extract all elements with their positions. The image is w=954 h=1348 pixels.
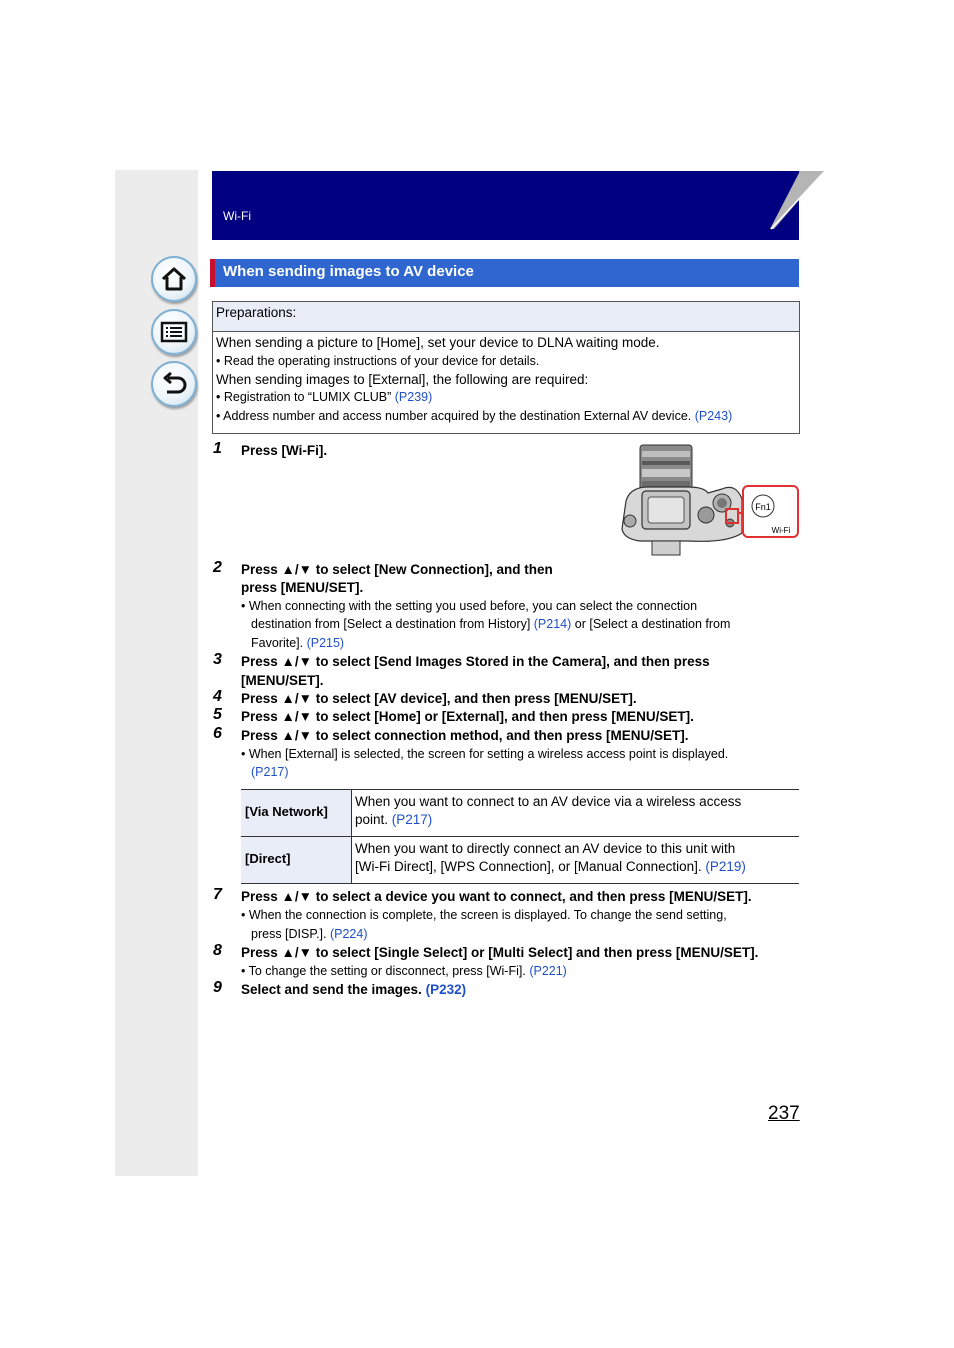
preparations-bullet-1: • Read the operating instructions of your device for details. — [216, 354, 540, 368]
table-bottom-border — [241, 883, 799, 884]
step-2-note-line-3: Favorite]. (P215) — [251, 636, 345, 650]
step-5-number: 5 — [213, 706, 222, 723]
direct-desc-line-1: When you want to directly connect an AV device to this unit with — [355, 841, 736, 856]
via-network-label: [Via Network] — [245, 804, 328, 819]
link-p215[interactable]: (P215) — [306, 636, 345, 650]
preparations-heading-bar — [213, 302, 799, 332]
preparations-line-2: When sending images to [External], the following are required: — [216, 372, 589, 387]
step-3-line-1: Press ▲/▼ to select [Send Images Stored in the Camera], and then press — [241, 654, 710, 669]
list-icon — [159, 317, 189, 347]
step-2-number: 2 — [213, 559, 222, 576]
step-7-note-line-2: press [DISP.]. (P224) — [251, 927, 368, 941]
step-4-number: 4 — [213, 688, 222, 705]
step-9-text: Select and send the images. (P232) — [241, 982, 467, 997]
step-8-note: • To change the setting or disconnect, press [Wi-Fi]. (P221) — [241, 964, 567, 978]
step-2-line-2: press [MENU/SET]. — [241, 580, 364, 595]
step-7-text: Press ▲/▼ to select a device you want to connect, and then press [MENU/SET]. — [241, 889, 752, 904]
preparations-line-1: When sending a picture to [Home], set your device to DLNA waiting mode. — [216, 335, 660, 350]
direct-label: [Direct] — [245, 851, 291, 866]
return-arrow-icon — [159, 369, 189, 399]
step-3-line-2: [MENU/SET]. — [241, 673, 324, 688]
contents-button[interactable] — [151, 309, 197, 355]
step-3-number: 3 — [213, 651, 222, 668]
preparations-heading: Preparations: — [216, 305, 297, 320]
step-7-number: 7 — [213, 886, 222, 903]
header-banner — [212, 171, 799, 240]
wifi-label: Wi-Fi — [771, 526, 791, 535]
step-6-text: Press ▲/▼ to select connection method, and then press [MENU/SET]. — [241, 728, 689, 743]
header-corner-decoration — [770, 171, 826, 241]
back-button[interactable] — [151, 361, 197, 407]
preparations-bullet-3: • Address number and access number acquired by the destination External AV device. (P243) — [216, 409, 733, 423]
fn1-label: Fn1 — [755, 502, 771, 512]
link-p217-note[interactable]: (P217) — [251, 765, 289, 779]
step-2-note-line-1: • When connecting with the setting you used before, you can select the connection — [241, 599, 698, 613]
section-title: When sending images to AV device — [223, 263, 474, 280]
link-p232[interactable]: (P232) — [425, 982, 467, 997]
step-8-number: 8 — [213, 942, 222, 959]
link-p219[interactable]: (P219) — [705, 859, 746, 874]
page-number: 237 — [768, 1103, 800, 1124]
home-icon — [159, 264, 189, 294]
link-p224[interactable]: (P224) — [329, 927, 368, 941]
camera-top-view-illustration — [618, 443, 800, 561]
step-1-text: Press [Wi-Fi]. — [241, 443, 328, 458]
link-p221[interactable]: (P221) — [529, 964, 567, 978]
step-6-number: 6 — [213, 725, 222, 742]
link-p217[interactable]: (P217) — [391, 812, 433, 827]
link-p239[interactable]: (P239) — [394, 390, 433, 404]
link-p243[interactable]: (P243) — [694, 409, 733, 423]
step-5-text: Press ▲/▼ to select [Home] or [External], and then press [MENU/SET]. — [241, 709, 694, 724]
step-9-number: 9 — [213, 979, 222, 996]
step-4-text: Press ▲/▼ to select [AV device], and then press [MENU/SET]. — [241, 691, 637, 706]
preparations-bullet-2: • Registration to “LUMIX CLUB” (P239) — [216, 390, 433, 404]
via-network-desc-line-2: point. (P217) — [355, 812, 433, 827]
header-section-label: Wi-Fi — [223, 209, 251, 223]
step-2-note-line-2: destination from [Select a destination from History] (P214) or [Select a destination from — [251, 617, 731, 631]
link-p214[interactable]: (P214) — [533, 617, 572, 631]
step-6-note-line-1: • When [External] is selected, the screen for setting a wireless access point is displayed. — [241, 747, 729, 761]
via-network-desc-line-1: When you want to connect to an AV device via a wireless access — [355, 794, 742, 809]
step-7-note-line-1: • When the connection is complete, the screen is displayed. To change the send setting, — [241, 908, 727, 922]
home-button[interactable] — [151, 256, 197, 302]
step-2-line-1: Press ▲/▼ to select [New Connection], and then — [241, 562, 553, 577]
step-1-number: 1 — [213, 440, 222, 457]
step-6-note-line-2 — [251, 763, 289, 782]
direct-desc-line-2: [Wi-Fi Direct], [WPS Connection], or [Manual Connection]. (P219) — [355, 859, 746, 874]
step-8-text: Press ▲/▼ to select [Single Select] or [Multi Select] and then press [MENU/SET]. — [241, 945, 759, 960]
